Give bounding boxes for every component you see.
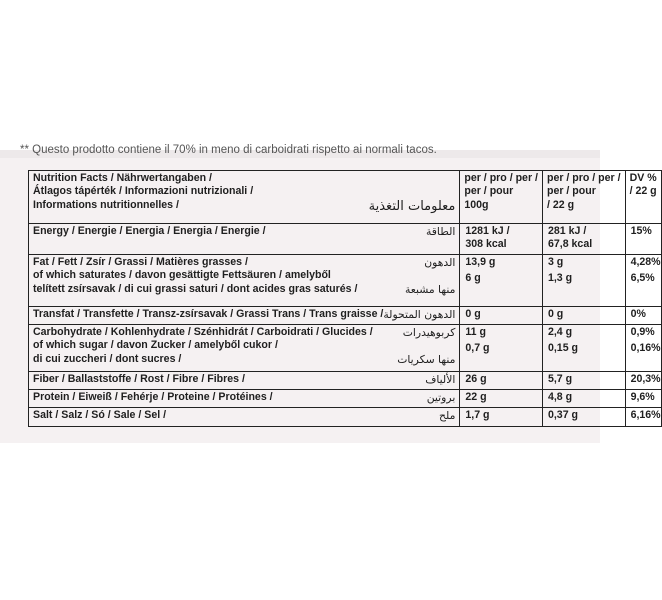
value-dv: [625, 224, 661, 255]
value-line: 0,15 g: [547, 342, 579, 355]
row-label-arabic: الدهون المتحولة: [383, 308, 456, 321]
nutrition-table: [28, 170, 662, 427]
value-line: 0,7 g: [465, 342, 490, 355]
row-label: Fiber / Ballaststoffe / Rost / Fibre / Fibres /: [33, 373, 245, 385]
row-sublabel: of which saturates / davon gesättigte Fettsäuren / amelyből: [33, 269, 331, 282]
row-sublabel-arabic: منها مشبعة: [404, 282, 456, 296]
value-line: 1,7 g: [465, 409, 490, 421]
value-per-22g: [542, 255, 625, 307]
value-line: 4,8 g: [547, 391, 573, 403]
value-dv: [625, 255, 661, 307]
value-line: 22 g: [465, 391, 487, 403]
header-title-arabic: معلومات التغذية: [368, 198, 456, 214]
value-line: 11 g: [465, 326, 486, 338]
value-line: 281 kJ /: [547, 225, 587, 237]
row-label-cell: [29, 307, 460, 325]
table-row-fat: [29, 255, 662, 307]
cut-off-note: [20, 144, 600, 160]
value-per-100g: [460, 224, 543, 255]
header-title-line: Informations nutritionnelles /: [33, 198, 179, 211]
value-per-22g: [542, 325, 625, 372]
header-per-100g-line: 100g: [464, 198, 489, 211]
row-label: Salt / Salz / Só / Sale / Sel /: [33, 409, 167, 421]
value-line: 0,37 g: [547, 409, 579, 421]
value-line: 4,28%: [630, 256, 661, 268]
table-row-salt: [29, 408, 662, 427]
value-line: 13,9 g: [465, 256, 496, 268]
row-label: Fat / Fett / Zsír / Grassi / Matières grasses /: [33, 256, 248, 268]
value-per-22g: [542, 390, 625, 408]
header-per-100g-line: per / pro / per /: [464, 172, 538, 184]
value-per-22g: [542, 224, 625, 255]
row-label-arabic: الطاقة: [425, 225, 456, 238]
value-per-100g: [460, 408, 543, 427]
row-label: Transfat / Transfette / Transz-zsírsavak / Grassi Trans / Trans graisse /: [33, 308, 384, 320]
value-line: 0,16%: [630, 342, 661, 355]
row-sublabel: telített zsírsavak / di cui grassi saturi / dont acides gras saturés /: [33, 282, 358, 295]
value-line: 67,8 kcal: [547, 238, 593, 251]
value-line: 6,16%: [630, 409, 661, 421]
value-dv: [625, 408, 661, 427]
header-per-22g-line: / 22 g: [546, 198, 575, 211]
value-line: 26 g: [465, 373, 487, 385]
row-label: Energy / Energie / Energia / Energia / Energie /: [33, 225, 266, 237]
value-line: 9,6%: [630, 391, 655, 403]
header-per-100g-line: per / pour: [464, 185, 514, 198]
header-title-cell: [29, 171, 460, 224]
cut-off-note-text: ** Questo prodotto contiene il 70% in meno di carboidrati rispetto ai normali tacos.: [20, 144, 437, 156]
row-label-arabic: كربوهيدرات: [402, 326, 456, 339]
value-per-22g: [542, 408, 625, 427]
value-line: 15%: [630, 225, 652, 237]
row-label-cell: [29, 372, 460, 390]
row-label-cell: [29, 408, 460, 427]
value-per-100g: [460, 307, 543, 325]
header-dv-line: DV %: [629, 172, 657, 184]
row-label-cell: [29, 325, 460, 372]
value-line: 5,7 g: [547, 373, 573, 385]
header-per-22g-line: per / pour: [546, 185, 596, 198]
value-line: 0 g: [547, 308, 564, 320]
row-sublabel-arabic: منها سكريات: [397, 352, 456, 366]
header-title-line: Átlagos tápérték / Informazioni nutrizionali /: [33, 185, 254, 198]
value-line: 0 g: [465, 308, 481, 320]
table-row-protein: [29, 390, 662, 408]
value-line: 2,4 g: [547, 326, 573, 338]
table-row-fiber: [29, 372, 662, 390]
header-per-22g-line: per / pro / per /: [546, 172, 621, 184]
row-label-arabic: الدهون: [424, 256, 456, 269]
value-line: 308 kcal: [465, 238, 507, 251]
header-per-100g: [460, 171, 543, 224]
value-per-100g: [460, 372, 543, 390]
value-dv: [625, 390, 661, 408]
value-line: 0,9%: [630, 326, 655, 338]
table-header-row: [29, 171, 662, 224]
header-per-22g: [542, 171, 625, 224]
value-dv: [625, 325, 661, 372]
value-per-100g: [460, 390, 543, 408]
table-row-carbohydrate: [29, 325, 662, 372]
header-dv: [625, 171, 661, 224]
value-line: 0%: [630, 308, 646, 320]
value-per-100g: [460, 255, 543, 307]
header-dv-line: / 22 g: [629, 185, 657, 198]
value-per-22g: [542, 372, 625, 390]
row-label-arabic: بروتين: [426, 391, 456, 404]
value-per-100g: [460, 325, 543, 372]
row-label-cell: [29, 390, 460, 408]
value-line: 6 g: [465, 272, 481, 285]
value-line: 6,5%: [630, 272, 655, 285]
row-label: Carbohydrate / Kohlenhydrate / Szénhidrát / Carboidrati / Glucides /: [33, 326, 373, 338]
row-label-arabic: ملح: [439, 409, 456, 422]
table-row-transfat: [29, 307, 662, 325]
row-sublabel: di cui zuccheri / dont sucres /: [33, 352, 182, 365]
row-sublabel: of which sugar / davon Zucker / amelyből cukor /: [33, 339, 278, 352]
value-line: 3 g: [547, 256, 564, 268]
value-line: 20,3%: [630, 373, 661, 385]
value-dv: [625, 372, 661, 390]
row-label: Protein / Eiweiß / Fehérje / Proteine / Protéines /: [33, 391, 273, 403]
header-title-line: Nutrition Facts / Nährwertangaben /: [33, 172, 212, 184]
row-label-cell: [29, 224, 460, 255]
value-line: 1281 kJ /: [465, 225, 510, 237]
row-label-cell: [29, 255, 460, 307]
value-line: 1,3 g: [547, 272, 573, 285]
row-label-arabic: الألياف: [425, 373, 456, 386]
value-dv: [625, 307, 661, 325]
value-per-22g: [542, 307, 625, 325]
table-row-energy: [29, 224, 662, 255]
